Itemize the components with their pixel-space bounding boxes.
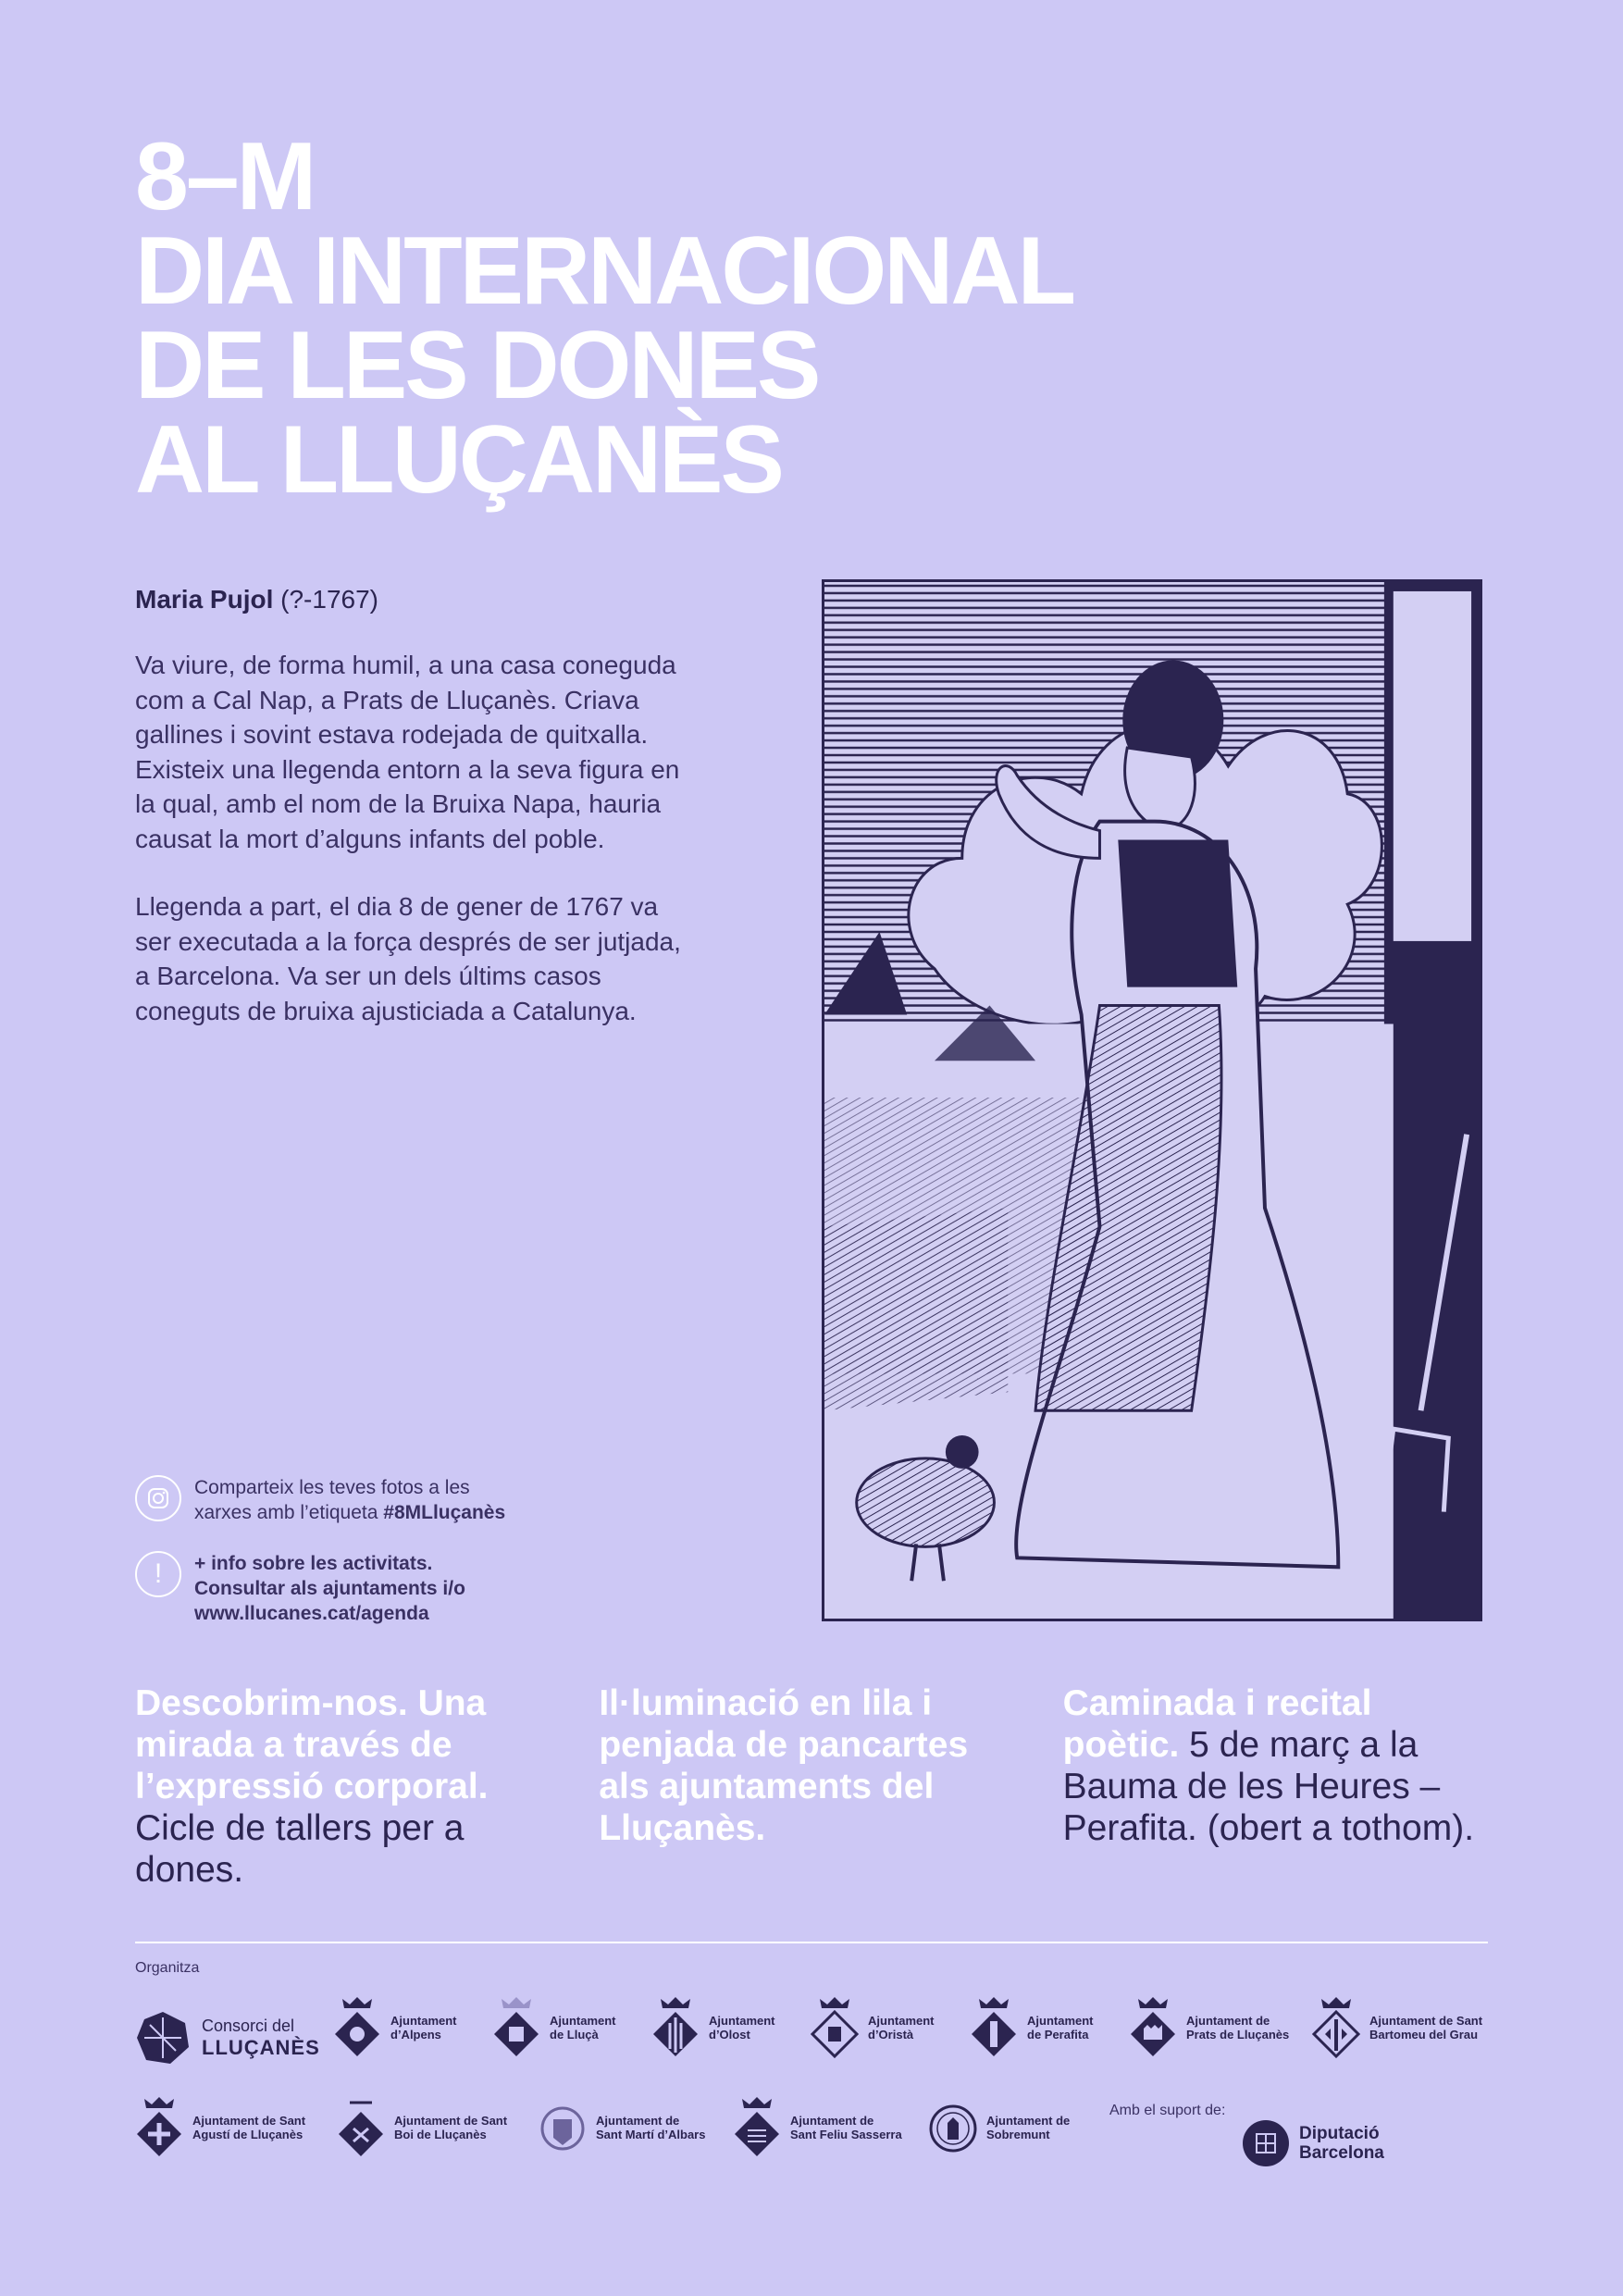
- diputacio-line-1: Diputació: [1299, 2124, 1380, 2143]
- exclamation-icon: !: [135, 1551, 181, 1597]
- share-line-2-prefix: xarxes amb l’etiqueta: [194, 1502, 384, 1523]
- share-line-1: Comparteix les teves fotos a les: [194, 1477, 470, 1498]
- logo-label-2: Agustí de Lluçanès: [192, 2128, 304, 2141]
- biography: [135, 585, 690, 1061]
- logo-label-2: d’Alpens: [390, 2028, 441, 2042]
- more-info-text: [194, 1551, 465, 1626]
- more-info: [135, 1551, 465, 1626]
- logo-sant-feliu: [733, 2095, 902, 2160]
- logo-perafita: [970, 1995, 1094, 2060]
- logo-label-2: Sant Feliu Sasserra: [790, 2128, 902, 2141]
- logo-alpens: [333, 1995, 457, 2060]
- logo-label-2: Sant Martí d’Albars: [596, 2128, 706, 2141]
- logo-label-1: Ajuntament: [868, 2014, 935, 2028]
- logo-label-1: Ajuntament: [390, 2014, 457, 2028]
- olost-shield-icon: [651, 1995, 700, 2060]
- logo-label-1: Ajuntament de: [596, 2114, 680, 2128]
- footer-divider: [135, 1942, 1488, 1943]
- event-walk-recital: [1063, 1682, 1488, 1891]
- alpens-shield-icon: [333, 1995, 381, 2060]
- instagram-glyph: [146, 1486, 170, 1510]
- sant-bartomeu-shield-icon: [1312, 1995, 1360, 2060]
- logo-label-2: Boi de Lluçanès: [394, 2128, 487, 2141]
- logo-label-2: Sobremunt: [986, 2128, 1050, 2141]
- consorci-llucanes-logo: [135, 2010, 320, 2066]
- title-line-3: DE LES DONES: [135, 312, 819, 419]
- sant-boi-shield-icon: [337, 2095, 385, 2160]
- bio-dates: (?-1767): [280, 585, 378, 614]
- consorci-emblem-icon: [135, 2010, 191, 2066]
- bio-paragraph-1: Va viure, de forma humil, a una casa coneguda com a Cal Nap, a Prats de Lluçanès. Criava gallines i sovint estava rodejada de quitxalla. Existeix una llegenda entorn a la seva figura en la qual, amb el nom de la Bruixa Napa, hauria causat la mort d’alguns infants del poble.: [135, 651, 680, 853]
- share-line-2: [194, 1500, 505, 1525]
- title-line-4: AL LLUÇANÈS: [135, 406, 782, 514]
- events-list: [135, 1682, 1488, 1891]
- poster-title: [135, 123, 1073, 514]
- instagram-icon[interactable]: [135, 1475, 181, 1521]
- logo-sant-marti: [539, 2095, 705, 2160]
- logo-sant-bartomeu: [1312, 1995, 1482, 2060]
- share-text: [194, 1475, 505, 1525]
- logo-label-2: de Perafita: [1027, 2028, 1089, 2042]
- logo-sobremunt: [929, 2095, 1070, 2160]
- logo-label-2: Bartomeu del Grau: [1369, 2028, 1479, 2042]
- sant-marti-crest-icon: [539, 2095, 587, 2160]
- bio-heading: [135, 585, 690, 614]
- event-illumination: [599, 1682, 1023, 1891]
- event-title: Descobrim-nos. Una mirada a través de l’expressió corporal.: [135, 1683, 489, 1806]
- witch-illustration: [822, 579, 1482, 1621]
- logo-label-2: de Lluçà: [550, 2028, 599, 2042]
- logo-label-1: Ajuntament de: [790, 2114, 874, 2128]
- organitza-label: Organitza: [135, 1960, 200, 1976]
- logo-label-1: Ajuntament de Sant: [192, 2114, 306, 2128]
- logo-label-1: Ajuntament de: [986, 2114, 1071, 2128]
- title-line-1: 8–M: [135, 123, 315, 230]
- diputacio-emblem-icon: [1242, 2119, 1290, 2167]
- diputacio-line-2: Barcelona: [1299, 2143, 1384, 2163]
- logo-sant-boi: [337, 2095, 507, 2160]
- sant-agusti-shield-icon: [135, 2095, 183, 2160]
- bio-name: Maria Pujol: [135, 585, 274, 614]
- event-title: Caminada i recital poètic.: [1062, 1683, 1372, 1765]
- logo-label-1: Ajuntament: [550, 2014, 616, 2028]
- share-hashtag[interactable]: #8MLluçanès: [383, 1502, 506, 1523]
- title-line-2: DIA INTERNACIONAL: [135, 217, 1073, 325]
- logo-label-1: Ajuntament: [1027, 2014, 1094, 2028]
- perafita-shield-icon: [970, 1995, 1018, 2060]
- share-info: [135, 1475, 505, 1525]
- logo-label-2: d’Olost: [709, 2028, 750, 2042]
- logo-sant-agusti: [135, 2095, 305, 2160]
- logo-label-2: Prats de Lluçanès: [1186, 2028, 1290, 2042]
- lluca-shield-icon: [492, 1995, 540, 2060]
- event-description: Cicle de tallers per a dones.: [135, 1808, 465, 1890]
- logo-label-1: Ajuntament de Sant: [1369, 2014, 1483, 2028]
- prats-shield-icon: [1129, 1995, 1177, 2060]
- logo-olost: [651, 1995, 775, 2060]
- illustration-drawing: [824, 582, 1480, 1619]
- sant-feliu-shield-icon: [733, 2095, 781, 2160]
- consorci-line-2: LLUÇANÈS: [202, 2035, 320, 2059]
- event-workshops: [135, 1682, 560, 1891]
- logo-label-1: Ajuntament de: [1186, 2014, 1270, 2028]
- bio-paragraph-2: Llegenda a part, el dia 8 de gener de 1767 va ser executada a la força després de ser jutjada, a Barcelona. Va ser un dels últims casos coneguts de bruixa ajusticiada a Catalunya.: [135, 892, 681, 1025]
- more-info-line-1: + info sobre les activitats.: [194, 1553, 433, 1574]
- consorci-line-1: Consorci del: [202, 2016, 295, 2035]
- logo-label-1: Ajuntament: [709, 2014, 775, 2028]
- event-title: Il·luminació en lila i penjada de pancartes als ajuntaments del Lluçanès.: [599, 1683, 969, 1848]
- orista-shield-icon: [811, 1995, 859, 2060]
- logo-orista: [811, 1995, 935, 2060]
- sobremunt-seal-icon: [929, 2095, 977, 2160]
- logo-label-1: Ajuntament de Sant: [394, 2114, 508, 2128]
- diputacio-barcelona-logo: [1242, 2119, 1384, 2167]
- support-label: Amb el suport de:: [1109, 2103, 1226, 2118]
- logo-label-2: d’Oristà: [868, 2028, 914, 2042]
- more-info-line-2: Consultar als ajuntaments i/o: [194, 1578, 465, 1599]
- logo-prats: [1129, 1995, 1289, 2060]
- event-description: 5 de març a la Bauma de les Heures – Perafita. (obert a tothom).: [1062, 1725, 1475, 1848]
- logo-lluca: [492, 1995, 616, 2060]
- more-info-link[interactable]: www.llucanes.cat/agenda: [194, 1603, 429, 1624]
